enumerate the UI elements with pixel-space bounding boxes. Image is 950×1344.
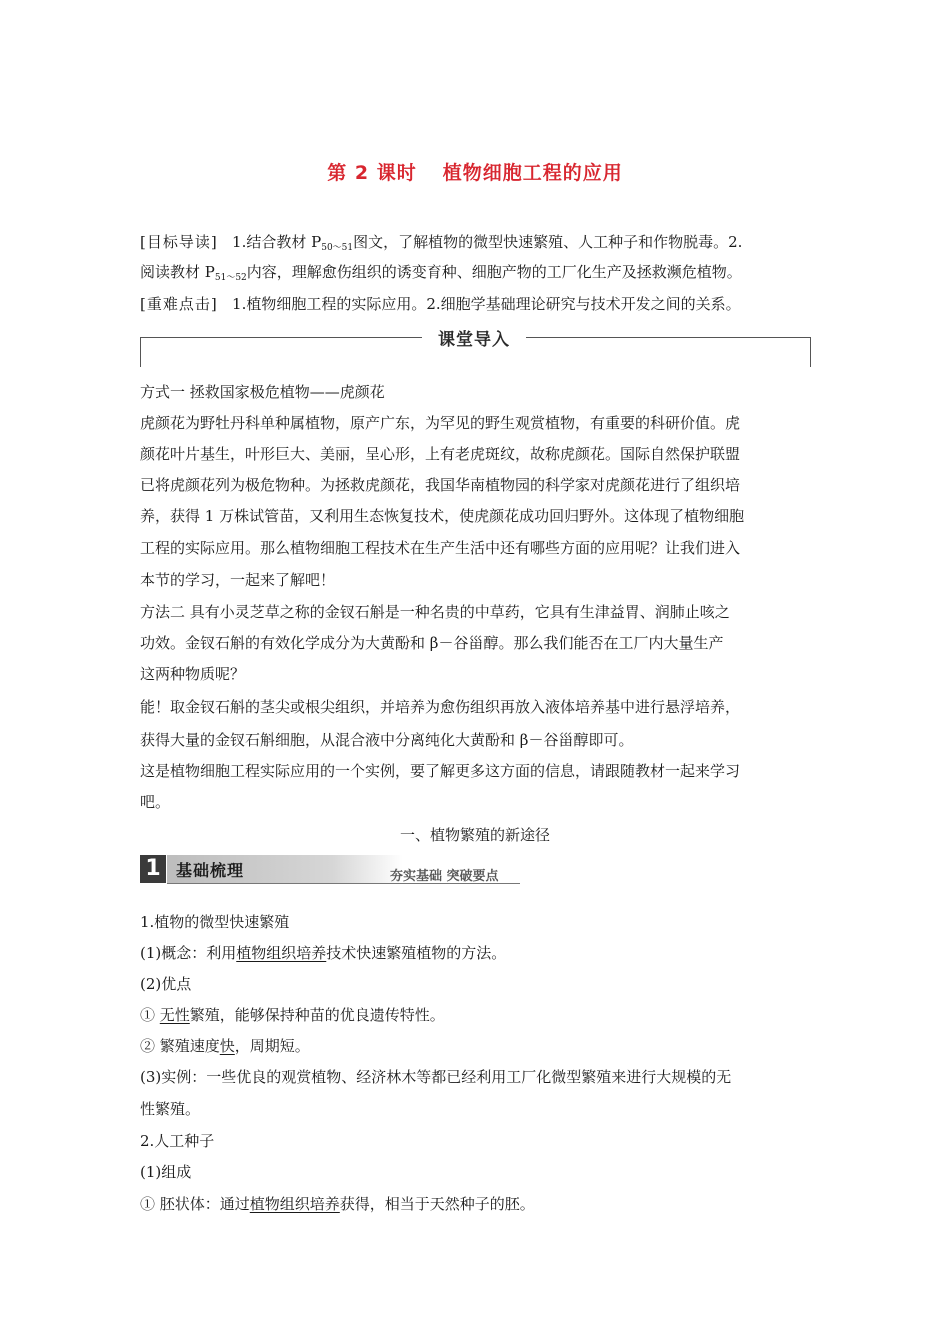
frame-side-right (810, 337, 811, 367)
concept-text-end: 技术快速繁殖植物的方法。 (326, 944, 507, 962)
method1-heading: 方式一 拯救国家极危植物——虎颜花 (140, 383, 385, 401)
example-line: (3)实例：一些优良的观赏植物、经济林木等都已经利用工厂化微型繁殖来进行大规模的无 (140, 1068, 732, 1086)
method1-line: 虎颜花为野牡丹科单种属植物，原产广东，为罕见的野生观赏植物，有重要的科研价值。虎 (140, 414, 741, 432)
blank-answer: 植物组织培养 (236, 944, 327, 962)
goals-text-1b: 图文，了解植物的微型快速繁殖、人工种子和作物脱毒。2. (353, 233, 743, 251)
goals-text-2a: 阅读教材 P (140, 263, 215, 281)
page-title (0, 158, 950, 185)
goals-text-1a: 1.结合教材 P (232, 233, 322, 251)
blank-answer: 植物组织培养 (249, 1195, 340, 1213)
method1-line: 颜花叶片基生，叶形巨大、美丽，呈心形，上有老虎斑纹，故称虎颜花。国际自然保护联盟 (140, 445, 741, 463)
lesson-number: 第 2 课时 (327, 162, 417, 184)
goals-line-1 (140, 232, 812, 255)
lesson-title: 植物细胞工程的应用 (442, 162, 623, 184)
embryoid-text-end: 获得，相当于天然种子的胚。 (339, 1195, 535, 1213)
method2-line: 这两种物质呢？ (140, 665, 246, 683)
method2-line: 方法二 具有小灵芝草之称的金钗石斛是一种名贵的中草药，它具有生津益胃、润肺止咳之 (140, 603, 730, 621)
goals-tag: [目标导读] (140, 233, 218, 251)
advantage-2-end: ，周期短。 (234, 1037, 310, 1055)
concept-text: (1)概念：利用 (140, 944, 237, 962)
goals-text-2b: 内容，理解愈伤组织的诱变育种、细胞产物的工厂化生产及拯救濒危植物。 (246, 263, 742, 281)
advantage-1-text: 繁殖，能够保持种苗的优良遗传特性。 (189, 1006, 445, 1024)
frame-side-left (140, 337, 141, 367)
frame-line-left (140, 337, 422, 338)
concept-line (140, 943, 812, 963)
advantage-2 (140, 1036, 812, 1056)
key-points-text: 1.植物细胞工程的实际应用。2.细胞学基础理论研究与技术开发之间的关系。 (232, 295, 741, 313)
banner-number: 1 (140, 855, 166, 883)
method2-line: 获得大量的金钗石斛细胞，从混合液中分离纯化大黄酚和 β－谷甾醇即可。 (140, 731, 634, 749)
method1-line: 已将虎颜花列为极危物种。为拯救虎颜花，我国华南植物园的科学家对虎颜花进行了组织培 (140, 476, 741, 494)
composition-heading: (1)组成 (140, 1163, 192, 1181)
advantage-heading: (2)优点 (140, 975, 192, 993)
method2-line: 能！取金钗石斛的茎尖或根尖组织，并培养为愈伤组织再放入液体培养基中进行悬浮培养， (140, 698, 741, 716)
banner-label: 基础梳理 (176, 861, 245, 880)
frame-line-right (526, 337, 810, 338)
banner-motto: 夯实基础 突破要点 (390, 869, 499, 884)
goals-page-range-2: 51～52 (214, 273, 247, 283)
goals-line-2 (140, 262, 812, 285)
blank-answer: 无性 (159, 1006, 190, 1024)
method1-line: 工程的实际应用。那么植物细胞工程技术在生产生活中还有哪些方面的应用呢？让我们进入 (140, 539, 741, 557)
advantage-1-num: ① (140, 1006, 160, 1024)
embryoid-text: ① 胚状体：通过 (140, 1195, 250, 1213)
method1-line: 本节的学习，一起来了解吧！ (140, 571, 336, 589)
advantage-2-text: ② 繁殖速度 (140, 1037, 220, 1055)
part-heading: 一、植物繁殖的新途径 (399, 826, 550, 844)
method2-line: 功效。金钗石斛的有效化学成分为大黄酚和 β－谷甾醇。那么我们能否在工厂内大量生产 (140, 634, 724, 652)
blank-answer: 快 (219, 1037, 235, 1055)
method1-line: 养，获得 1 万株试管苗，又利用生态恢复技术，使虎颜花成功回归野外。这体现了植物细胞 (140, 507, 745, 525)
subheading-artificial-seed: 2.人工种子 (140, 1132, 215, 1150)
section-intro-title: 课堂导入 (438, 330, 510, 350)
key-points-tag: [重难点击] (140, 295, 218, 313)
key-points-line (140, 294, 812, 314)
example-line-cont: 性繁殖。 (140, 1100, 201, 1118)
subheading-micro-propagation: 1.植物的微型快速繁殖 (140, 913, 290, 931)
goals-page-range-1: 50～51 (321, 243, 354, 253)
advantage-1 (140, 1005, 812, 1025)
method2-line: 吧。 (140, 793, 171, 811)
method2-line: 这是植物细胞工程实际应用的一个实例，要了解更多这方面的信息，请跟随教材一起来学习 (140, 762, 741, 780)
section-banner (140, 855, 520, 885)
embryoid-line (140, 1194, 812, 1214)
